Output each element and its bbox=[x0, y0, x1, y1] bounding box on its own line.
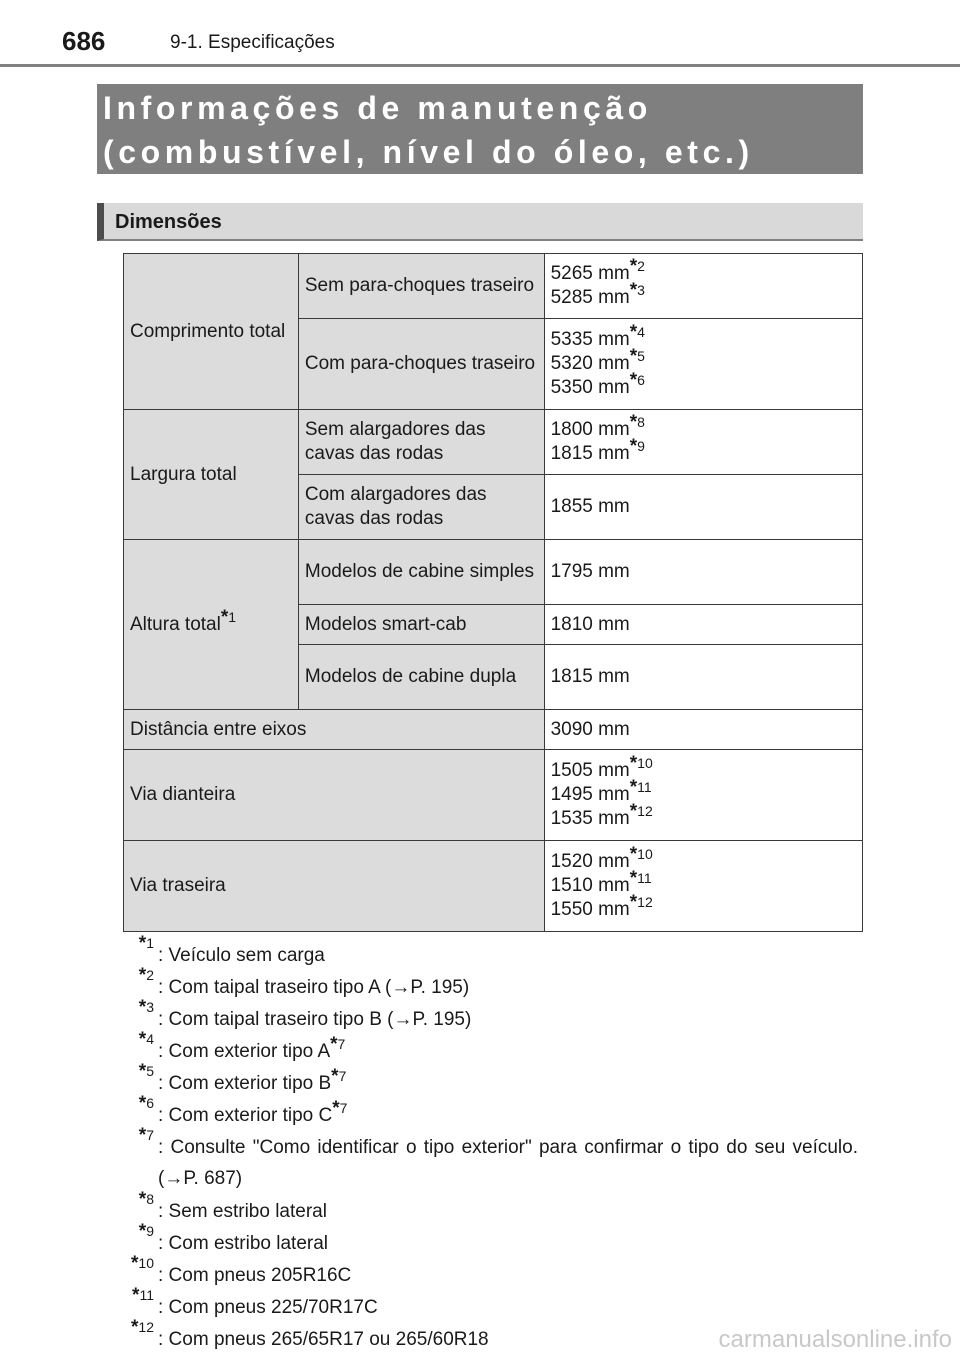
value: 1550 mm bbox=[550, 899, 630, 920]
page-header bbox=[0, 0, 960, 68]
footnote-ref: 9 bbox=[637, 438, 645, 454]
footnote-marker bbox=[132, 1285, 154, 1314]
value: 1505 mm bbox=[550, 760, 630, 781]
footnote-star: * bbox=[629, 801, 638, 822]
value: 1520 mm bbox=[550, 851, 630, 872]
footnote-star: * bbox=[138, 933, 147, 954]
footnote-number: 8 bbox=[146, 1191, 154, 1207]
value: 5320 mm bbox=[550, 353, 630, 374]
footnote-ref: 2 bbox=[637, 258, 645, 274]
subsection-heading bbox=[97, 203, 863, 241]
footnote-text: : Com taipal traseiro tipo A (→P. 195) bbox=[158, 977, 470, 998]
footnote-ref: 12 bbox=[637, 894, 653, 910]
value: 1815 mm bbox=[550, 443, 630, 464]
table-row bbox=[124, 841, 863, 932]
sub-label: Modelos de cabine simples bbox=[298, 540, 544, 605]
footnote-number: 4 bbox=[146, 1031, 154, 1047]
sub-label: Com para-choques traseiro bbox=[298, 319, 544, 410]
footnote-star: * bbox=[331, 1066, 339, 1087]
footnote-text: : Com estribo lateral bbox=[158, 1233, 329, 1254]
footnote-ref: 5 bbox=[637, 348, 645, 364]
footnote-ref: 6 bbox=[637, 372, 645, 388]
value: 5350 mm bbox=[550, 377, 630, 398]
footnote-number: 7 bbox=[146, 1127, 154, 1143]
subsection-title: Dimensões bbox=[115, 211, 222, 233]
footnote-star: * bbox=[629, 256, 638, 277]
footnote-marker bbox=[138, 933, 154, 962]
footnote-star: * bbox=[629, 753, 638, 774]
footnote-star: * bbox=[629, 868, 638, 889]
footnote-marker bbox=[131, 1253, 154, 1282]
footnote-ref: 1 bbox=[228, 608, 237, 625]
value-cell: 1855 mm bbox=[544, 475, 862, 540]
footnote-star: * bbox=[138, 965, 147, 986]
footnote-text bbox=[158, 1068, 858, 1099]
footnote-star: * bbox=[138, 1221, 147, 1242]
value-cell bbox=[544, 841, 862, 932]
footnote-number: 2 bbox=[146, 967, 154, 983]
footnote-text bbox=[158, 1100, 858, 1131]
footnote-marker bbox=[138, 1125, 154, 1154]
value: 5285 mm bbox=[550, 287, 630, 308]
footnote-star: * bbox=[629, 322, 638, 343]
table-row bbox=[124, 410, 863, 475]
footnote-body: : Com exterior tipo B bbox=[158, 1073, 332, 1094]
row-label-via-traseira: Via traseira bbox=[124, 841, 545, 932]
table-row bbox=[124, 750, 863, 841]
value-cell: 3090 mm bbox=[544, 710, 862, 750]
footnote-text: : Com pneus 205R16C bbox=[158, 1265, 352, 1286]
table-row bbox=[124, 710, 863, 750]
footnote-marker bbox=[138, 1029, 154, 1058]
sub-label: Modelos smart-cab bbox=[298, 605, 544, 645]
row-label-altura bbox=[124, 540, 299, 710]
table-row bbox=[124, 540, 863, 605]
value: 1495 mm bbox=[550, 784, 630, 805]
footnote-marker bbox=[131, 1317, 154, 1346]
footnote-star: * bbox=[629, 412, 638, 433]
value-cell: 1795 mm bbox=[544, 540, 862, 605]
footnote-star: * bbox=[138, 997, 147, 1018]
footnote-marker bbox=[138, 1061, 154, 1090]
footnote-ref: 7 bbox=[339, 1100, 348, 1116]
table-row bbox=[124, 254, 863, 319]
value-cell bbox=[544, 254, 862, 319]
value-cell bbox=[544, 750, 862, 841]
sub-label: Modelos de cabine dupla bbox=[298, 645, 544, 710]
footnote-text: : Sem estribo lateral bbox=[158, 1201, 327, 1222]
footnote-star: * bbox=[138, 1093, 147, 1114]
footnote-number: 10 bbox=[138, 1255, 154, 1271]
footnote-star: * bbox=[220, 606, 229, 628]
footnote-number: 9 bbox=[146, 1223, 154, 1239]
footnote-star: * bbox=[138, 1029, 147, 1050]
footnote-body: : Com exterior tipo C bbox=[158, 1105, 333, 1126]
footnote-text: : Consulte "Como identificar o tipo exterior" para confirmar o tipo do seu veículo. (→P. 687) bbox=[158, 1137, 858, 1189]
footnote-star: * bbox=[629, 777, 638, 798]
row-label-distancia: Distância entre eixos bbox=[124, 710, 545, 750]
dimensions-table bbox=[123, 253, 863, 932]
header-divider bbox=[0, 64, 960, 67]
value: 1510 mm bbox=[550, 875, 630, 896]
footnote-body: : Com exterior tipo A bbox=[158, 1041, 331, 1062]
footnote-ref: 11 bbox=[637, 779, 652, 795]
footnote-number: 3 bbox=[146, 999, 154, 1015]
footnote-text: : Com taipal traseiro tipo B (→P. 195) bbox=[158, 1009, 472, 1030]
footnote-number: 11 bbox=[139, 1287, 154, 1303]
footnote-ref: 8 bbox=[637, 414, 645, 430]
label-text: Altura total bbox=[130, 613, 221, 635]
footnote-number: 5 bbox=[146, 1063, 154, 1079]
page-number: 686 bbox=[62, 26, 106, 56]
footnote-text: : Com pneus 225/70R17C bbox=[158, 1297, 378, 1318]
value-cell: 1815 mm bbox=[544, 645, 862, 710]
row-label-via-dianteira: Via dianteira bbox=[124, 750, 545, 841]
sub-label: Sem para-choques traseiro bbox=[298, 254, 544, 319]
chapter-title: Informações de manutenção (combustível, nível do óleo, etc.) bbox=[103, 90, 754, 170]
footnote-number: 12 bbox=[138, 1319, 154, 1335]
footnote-star: * bbox=[131, 1253, 139, 1274]
sub-label: Sem alargadores das cavas das rodas bbox=[298, 410, 544, 475]
footnote-star: * bbox=[132, 1285, 140, 1306]
footnote-star: * bbox=[629, 892, 638, 913]
footnote-marker bbox=[138, 965, 154, 994]
footnote-ref: 10 bbox=[637, 846, 653, 862]
value: 1535 mm bbox=[550, 808, 630, 829]
footnote-ref: 7 bbox=[337, 1036, 346, 1052]
footnote-ref: 11 bbox=[637, 870, 652, 886]
footnote-star: * bbox=[629, 436, 638, 457]
row-label-largura: Largura total bbox=[124, 410, 299, 540]
footnote-star: * bbox=[629, 346, 638, 367]
footnote-star: * bbox=[138, 1061, 147, 1082]
row-label-comprimento: Comprimento total bbox=[124, 254, 299, 410]
footnote-marker bbox=[138, 997, 154, 1026]
footnote-number: 1 bbox=[146, 935, 154, 951]
value: 1800 mm bbox=[550, 419, 630, 440]
footnote-text: : Veículo sem carga bbox=[158, 945, 325, 966]
footnote-text: : Com pneus 265/65R17 ou 265/60R18 bbox=[158, 1329, 489, 1350]
chapter-title-banner bbox=[97, 84, 863, 174]
footnote-star: * bbox=[629, 844, 638, 865]
footnote-marker bbox=[138, 1093, 154, 1122]
value: 5265 mm bbox=[550, 263, 630, 284]
footnote-star: * bbox=[138, 1189, 147, 1210]
footnote-star: * bbox=[330, 1034, 338, 1055]
watermark: carmanualsonline.info bbox=[718, 1326, 952, 1353]
footnote-marker bbox=[138, 1221, 154, 1250]
footnote-star: * bbox=[131, 1317, 139, 1338]
footnote-item bbox=[0, 1125, 960, 1194]
footnote-star: * bbox=[332, 1098, 340, 1119]
value: 5335 mm bbox=[550, 329, 630, 350]
footnote-star: * bbox=[138, 1125, 147, 1146]
value-cell bbox=[544, 410, 862, 475]
footnote-star: * bbox=[629, 280, 638, 301]
footnote-star: * bbox=[629, 370, 638, 391]
section-title: 9-1. Especificações bbox=[170, 32, 335, 53]
footnote-text bbox=[158, 1036, 858, 1067]
value-cell bbox=[544, 319, 862, 410]
footnote-marker bbox=[138, 1189, 154, 1218]
value-cell: 1810 mm bbox=[544, 605, 862, 645]
footnote-ref: 7 bbox=[338, 1068, 347, 1084]
footnote-ref: 12 bbox=[637, 803, 653, 819]
footnote-ref: 4 bbox=[637, 324, 645, 340]
footnote-number: 6 bbox=[146, 1095, 154, 1111]
footnote-ref: 10 bbox=[637, 755, 653, 771]
footnote-ref: 3 bbox=[637, 282, 645, 298]
sub-label: Com alargadores das cavas das rodas bbox=[298, 475, 544, 540]
